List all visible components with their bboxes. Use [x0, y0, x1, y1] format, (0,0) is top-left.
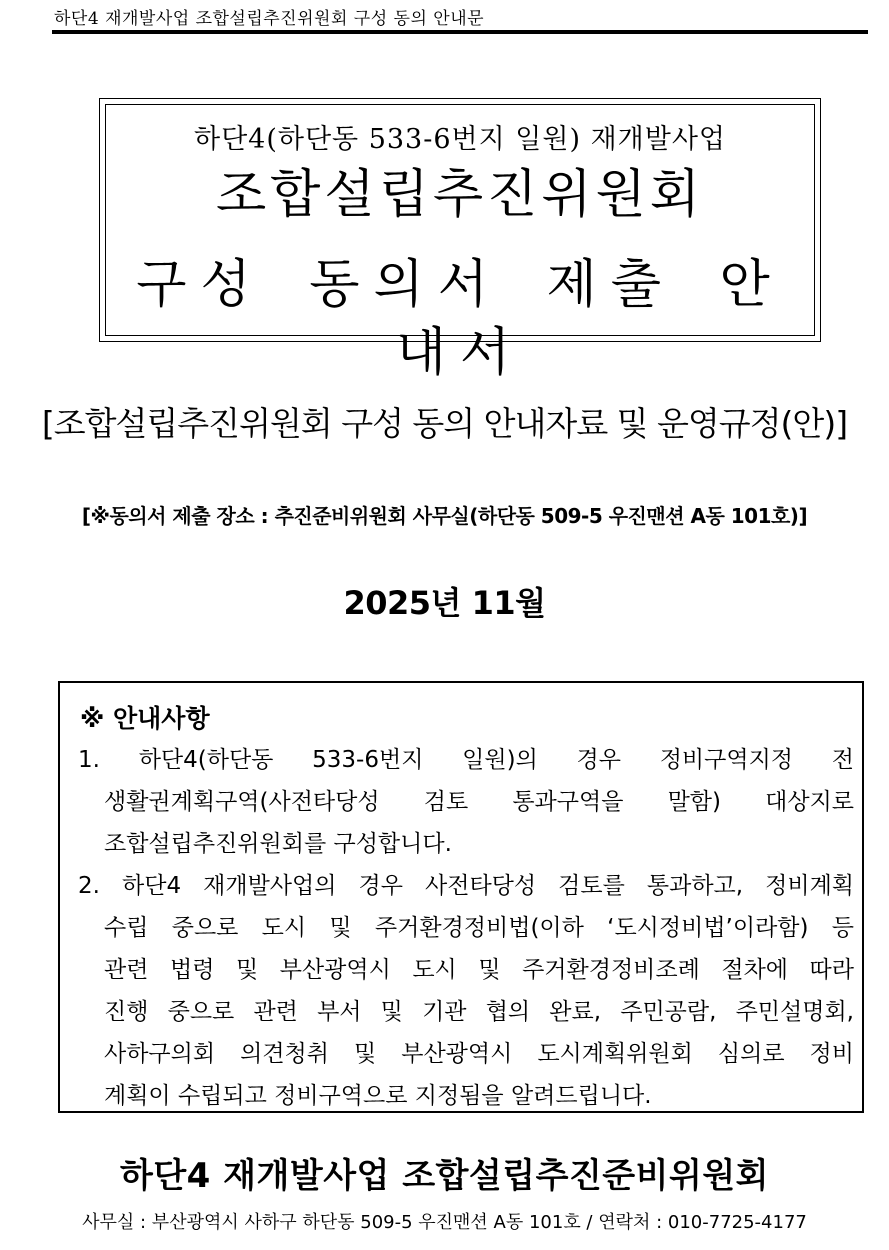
notice-item-line: 수립 중으로 도시 및 주거환경정비법(이하 ‘도시정비법’이라함) 등 [104, 915, 854, 941]
title-main-line-1: 조합설립추진위원회 [215, 165, 705, 225]
notice-item-line: 1. 하단4(하단동 533-6번지 일원)의 경우 정비구역지정 전 [78, 747, 854, 773]
notice-box [58, 681, 864, 1113]
document-subtitle: [조합설립추진위원회 구성 동의 안내자료 및 운영규정(안)] [41, 404, 848, 443]
document-date: 2025년 11월 [343, 584, 546, 622]
notice-item-line: 계획이 수립되고 정비구역으로 지정됨을 알려드립니다. [104, 1083, 652, 1109]
notice-item-line: 관련 법령 및 부산광역시 도시 및 주거환경정비조례 절차에 따라 [104, 957, 854, 983]
title-main-line-2: 구성 동의서 제출 안내서 [136, 255, 784, 383]
running-header: 하단4 재개발사업 조합설립추진위원회 구성 동의 안내문 [54, 9, 485, 29]
title-box-inner-border [105, 104, 815, 383]
notice-item-line: 조합설립추진위원회를 구성합니다. [104, 831, 452, 857]
header-rule [52, 30, 868, 34]
notice-item-line: 생활권계획구역(사전타당성 검토 통과구역을 말함) 대상지로 [104, 789, 854, 815]
contact-info: 사무실 : 부산광역시 사하구 하단동 509-5 우진맨션 A동 101호 / 연락처 : 010-7725-4177 [82, 1212, 807, 1233]
title-project-name: 하단4(하단동 533-6번지 일원) 재개발사업 [194, 124, 726, 155]
title-box [99, 98, 821, 383]
notice-item-line: 사하구의회 의견청취 및 부산광역시 도시계획위원회 심의로 정비 [104, 1041, 854, 1067]
notice-item-1 [78, 739, 854, 865]
organization-name: 하단4 재개발사업 조합설립추진준비위원회 [119, 1156, 770, 1196]
notice-item-line: 진행 중으로 관련 부서 및 기관 협의 완료, 주민공람, 주민설명회, [104, 999, 854, 1025]
notice-item-line: 2. 하단4 재개발사업의 경우 사전타당성 검토를 통과하고, 정비계획 [78, 873, 854, 899]
notice-list [78, 739, 854, 1117]
notice-heading: ※ 안내사항 [80, 704, 210, 733]
submission-location: [※동의서 제출 장소 : 추진준비위원회 사무실(하단동 509-5 우진맨션 A동 101호)] [81, 504, 808, 528]
notice-item-2 [78, 865, 854, 1117]
